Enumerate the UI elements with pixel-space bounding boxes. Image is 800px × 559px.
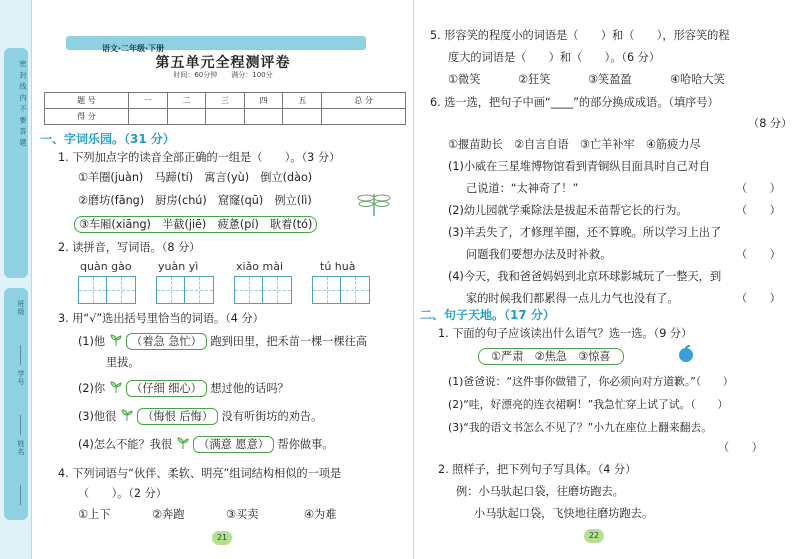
pinyin-4: tú huà	[320, 260, 356, 273]
answer-paren[interactable]: （ ）	[736, 248, 781, 261]
page-title: 第五单元全程测评卷	[155, 55, 291, 71]
writing-grid[interactable]	[312, 276, 370, 304]
strip-label-class: 班级	[17, 300, 25, 316]
strip-label-id: 学号	[17, 370, 25, 386]
q3-item-2	[78, 380, 289, 397]
sprout-icon	[109, 380, 123, 394]
q6-item-4-cont: 家的时候我们都累得一点儿力气也没有了。	[466, 292, 679, 305]
q3-3-prefix: (3)他很	[78, 410, 117, 423]
pinyin-1: quàn gào	[80, 260, 132, 273]
page-divider	[413, 0, 414, 559]
answer-paren[interactable]: （ ）	[736, 292, 781, 305]
writing-grid[interactable]	[156, 276, 214, 304]
full-score: 满分：100分	[231, 71, 273, 79]
strip-label-name: 姓名	[17, 440, 25, 456]
right-page	[418, 0, 800, 559]
table-cell: 总 分	[322, 93, 406, 109]
q3-1-prefix: (1)他	[78, 335, 106, 348]
answer-paren[interactable]: （ ）	[736, 182, 781, 195]
q6-item-3: (3)羊丢失了，才修理羊圈，还不算晚。所以学习上出了	[448, 226, 722, 239]
q1-option-c[interactable]: ③车厢(xiāng) 半截(jiē) 疲惫(pí) 耿着(tó)	[74, 216, 317, 233]
table-cell: 一	[128, 93, 167, 109]
sprout-icon	[120, 408, 134, 422]
q3-4-suffix: 帮你做事。	[277, 438, 334, 451]
table-cell: 三	[206, 93, 245, 109]
question-6-score: （8 分）	[748, 117, 793, 130]
q1-option-a[interactable]: ①羊圈(juàn) 马蹄(tí) 寓言(yù) 倒立(dào)	[78, 171, 313, 184]
question-6: 6. 选一选，把句子中画“____”的部分换成成语。（填序号）	[430, 96, 719, 109]
section-heading-2: 二、句子天地。（17 分）	[420, 308, 555, 322]
q3-3-suffix: 没有听街坊的劝告。	[221, 410, 323, 423]
table-cell: 得 分	[45, 109, 129, 125]
score-input-cell[interactable]	[283, 109, 322, 125]
q6-item-2: (2)幼儿园就学乘除法是拔起禾苗帮它长的行为。	[448, 204, 688, 217]
table-cell: 题 号	[45, 93, 129, 109]
sentence-3: (3)“我的语文书怎么不见了？”小九在座位上翻来翻去。	[448, 421, 713, 434]
example-sentence: 例：小马驮起口袋，往磨坊跑去。	[456, 485, 624, 498]
page-number: 22	[584, 529, 604, 543]
header-tag	[66, 36, 366, 53]
score-input-cell[interactable]	[244, 109, 283, 125]
section-heading-1: 一、字词乐园。（31 分）	[40, 132, 175, 146]
score-input-cell[interactable]	[322, 109, 406, 125]
page-number: 21	[212, 531, 232, 545]
q3-2-prefix: (2)你	[78, 382, 106, 395]
strip-notes: 密 封 线 内 不 要 答 题	[19, 60, 27, 147]
dragonfly-icon	[354, 190, 394, 218]
question-1: 1. 下列加点字的读音全部正确的一组是（ ）。（3 分）	[58, 151, 341, 164]
sentence-q2: 2. 照样子，把下列句子写具体。（4 分）	[438, 463, 637, 476]
question-4-cont: （ ）。（2 分）	[78, 487, 167, 500]
apple-icon	[676, 344, 696, 364]
word-choice-box[interactable]: （着急 急忙）	[126, 333, 207, 350]
q5-option-3[interactable]: ③笑盈盈	[588, 73, 632, 86]
q3-4-prefix: (4)怎么不能？我很	[78, 438, 173, 451]
sprout-icon	[109, 333, 123, 347]
left-page	[36, 0, 410, 559]
word-choice-box[interactable]: （悔恨 后悔）	[137, 408, 218, 425]
sentence-2: (2)“哇，好漂亮的连衣裙啊！”我急忙穿上试了试。（ ）	[448, 398, 729, 411]
q6-options: ①揠苗助长 ②自言自语 ③亡羊补牢 ④筋疲力尽	[448, 138, 701, 151]
sprout-icon	[176, 436, 190, 450]
q4-option-4[interactable]: ④为难	[304, 508, 337, 521]
word-choice-box[interactable]: （满意 愿意）	[193, 436, 274, 453]
q4-option-1[interactable]: ①上下	[78, 508, 111, 521]
example-sentence-expanded: 小马驮起口袋，飞快地往磨坊跑去。	[474, 507, 654, 520]
writing-grid[interactable]	[78, 276, 136, 304]
q3-item-1	[78, 333, 367, 350]
tone-options: ①严肃 ②焦急 ③惊喜	[478, 348, 624, 365]
word-choice-box[interactable]: （仔细 细心）	[126, 380, 207, 397]
table-row	[45, 109, 406, 125]
q6-item-4: (4)今天，我和爸爸妈妈到北京环球影城玩了一整天，到	[448, 270, 722, 283]
score-input-cell[interactable]	[167, 109, 206, 125]
q5-option-4[interactable]: ④哈哈大笑	[670, 73, 725, 86]
q4-option-2[interactable]: ②奔跑	[152, 508, 185, 521]
q4-option-3[interactable]: ③买卖	[226, 508, 259, 521]
q5-option-1[interactable]: ①微笑	[448, 73, 481, 86]
fill-line[interactable]	[20, 415, 21, 435]
q6-item-1: (1)小威在三星堆博物馆看到青铜纵目面具时自己对自	[448, 160, 710, 173]
score-input-cell[interactable]	[128, 109, 167, 125]
sentence-1: (1)爸爸说：“这件事你做错了，你必须向对方道歉。”（ ）	[448, 375, 734, 388]
table-cell: 四	[244, 93, 283, 109]
score-input-cell[interactable]	[206, 109, 245, 125]
sentence-q1: 1. 下面的句子应该读出什么语气？选一选。（9 分）	[438, 327, 693, 340]
score-table	[44, 92, 406, 125]
q1-option-b[interactable]: ②磨坊(fāng) 厨房(chú) 窟窿(qū) 例立(lì)	[78, 194, 312, 207]
binding-strip	[0, 0, 32, 559]
time-limit: 时间：60分钟	[173, 71, 218, 79]
question-2: 2. 读拼音，写词语。（8 分）	[58, 241, 201, 254]
fill-line[interactable]	[20, 485, 21, 505]
q3-1-suffix: 跑到田里，把禾苗一棵一棵往高	[210, 335, 368, 348]
q3-2-suffix: 想过他的话吗？	[210, 382, 289, 395]
q3-1-continued: 里拔。	[106, 356, 140, 369]
fill-line[interactable]	[20, 345, 21, 365]
table-cell: 五	[283, 93, 322, 109]
table-row	[45, 93, 406, 109]
table-cell: 二	[167, 93, 206, 109]
answer-paren[interactable]: （ ）	[718, 441, 763, 454]
q6-item-3-cont: 问题我们要想办法及时补救。	[466, 248, 612, 261]
exam-meta	[36, 70, 410, 80]
writing-grid[interactable]	[234, 276, 292, 304]
answer-paren[interactable]: （ ）	[736, 204, 781, 217]
header-tag-text: 语文·二年级·下册	[102, 44, 165, 53]
question-5-cont: 度大的词语是（ ）和（ ）。（6 分）	[448, 51, 661, 64]
question-3: 3. 用“√”选出括号里恰当的词语。（4 分）	[58, 312, 264, 325]
q3-item-3	[78, 408, 322, 425]
q6-item-1-cont: 己说道：“太神奇了！”	[466, 182, 579, 195]
pinyin-3: xiǎo mài	[236, 260, 284, 273]
question-4: 4. 下列词语与“伙伴、柔软、明亮”组词结构相似的一项是	[58, 467, 342, 480]
q3-item-4	[78, 436, 334, 453]
question-5: 5. 形容笑的程度小的词语是（ ）和（ ），形容笑的程	[430, 29, 730, 42]
q5-option-2[interactable]: ②狂笑	[518, 73, 551, 86]
pinyin-2: yuàn yì	[158, 260, 199, 273]
